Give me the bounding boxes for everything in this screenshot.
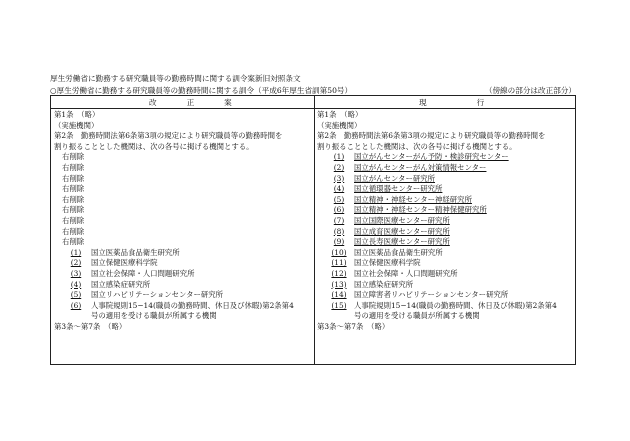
item-number: (4) [333, 184, 345, 194]
list-item [317, 237, 574, 248]
item-number: (15) [331, 300, 347, 310]
list-item [317, 290, 574, 301]
item-number: (12) [331, 268, 347, 278]
article-heading: （実施機関） [54, 120, 99, 130]
list-item [317, 280, 574, 291]
item-text: 国立精神・神経センター神経研究所 [354, 194, 472, 204]
list-item [54, 258, 312, 269]
item-text: 国立長寿医療センター研究所 [354, 237, 450, 247]
list-item [317, 195, 574, 206]
deleted-item: 右削除 [62, 205, 85, 215]
item-text: 人事院規則15−14(職員の勤務時間、休日及び休暇)第2条第4 [91, 300, 294, 310]
article-1: 第1条 （略） [54, 110, 100, 119]
current-column [317, 110, 574, 332]
item-number: (1) [333, 152, 345, 162]
list-item [54, 290, 312, 301]
item-text: 国立保健医療科学院 [91, 258, 158, 268]
list-item [317, 216, 574, 227]
list-item [317, 152, 574, 163]
item-text: 国立がんセンターがん対策情報センター [354, 162, 487, 172]
column-divider [314, 96, 315, 364]
item-text: 国立がんセンター研究所 [354, 173, 436, 183]
deleted-item: 右削除 [62, 226, 85, 236]
deleted-item: 右削除 [62, 162, 85, 172]
article-1: 第1条 （略） [317, 110, 363, 119]
item-text: 国立社会保障・人口問題研究所 [91, 268, 195, 278]
table-header [51, 96, 575, 109]
item-number: (6) [70, 300, 82, 310]
item-text: 国立国際医療センター研究所 [354, 215, 450, 225]
item-number: (10) [331, 247, 347, 257]
deleted-item: 右削除 [62, 194, 85, 204]
article-3-7: 第3条〜第7条 （略） [317, 321, 390, 331]
item-text: 人事院規則15−14(職員の勤務時間、休日及び休暇)第2条第4 [354, 300, 557, 310]
list-item [317, 248, 574, 259]
item-text: 国立保健医療科学院 [354, 258, 421, 268]
item-number: (8) [333, 226, 345, 236]
list-item [317, 258, 574, 269]
item-number: (2) [333, 162, 345, 172]
article-2-line1: 第2条 勤務時間法第6条第3項の規定により研究職員等の勤務時間を [317, 131, 546, 141]
item-number: (3) [333, 173, 345, 183]
item-number: (1) [70, 247, 82, 257]
deleted-item: 右削除 [62, 152, 85, 162]
item-number: (9) [333, 237, 345, 247]
list-item [317, 301, 574, 312]
article-3-7: 第3条〜第7条 （略） [54, 321, 127, 331]
item-text: 国立医薬品食品衛生研究所 [91, 247, 180, 257]
item-text: 国立社会保障・人口問題研究所 [354, 268, 458, 278]
deleted-item: 右削除 [62, 237, 85, 247]
deleted-item: 右削除 [62, 215, 85, 225]
item-text-continued: 号の適用を受ける職員が所属する機関 [354, 311, 480, 321]
item-number: (7) [333, 215, 345, 225]
list-item [54, 280, 312, 291]
item-number: (5) [333, 194, 345, 204]
document-title: 厚生労働省に勤務する研究職員等の勤務時間に関する訓令案新旧対照条文 [50, 74, 301, 83]
list-item [317, 163, 574, 174]
list-item [317, 269, 574, 280]
item-text: 国立医薬品食品衛生研究所 [354, 247, 443, 257]
list-item [317, 227, 574, 238]
item-text: 国立リハビリテーションセンター研究所 [91, 290, 224, 300]
comparison-table [50, 95, 576, 365]
item-text: 国立成育医療センター研究所 [354, 226, 450, 236]
underline-note: （傍線の部分は改正部分） [484, 86, 576, 95]
header-current: 現行 [419, 98, 535, 107]
deleted-item: 右削除 [62, 173, 85, 183]
item-number: (5) [70, 290, 82, 300]
item-text: 国立がんセンターがん予防・検診研究センター [354, 152, 509, 162]
proposed-column [54, 110, 312, 332]
item-text-continued: 号の適用を受ける職員が所属する機関 [91, 311, 217, 321]
item-number: (14) [331, 290, 347, 300]
ordinance-name: ○厚生労働省に勤務する研究職員等の勤務時間に関する訓令（平成6年厚生省訓第50号） [50, 86, 353, 95]
list-item [317, 205, 574, 216]
item-number: (13) [331, 279, 347, 289]
list-item [54, 269, 312, 280]
item-text: 国立感染症研究所 [354, 279, 414, 289]
item-number: (11) [331, 258, 347, 268]
item-number: (6) [333, 205, 345, 215]
item-number: (4) [70, 279, 82, 289]
list-item [317, 174, 574, 185]
article-heading: （実施機関） [317, 120, 362, 130]
item-text: 国立感染症研究所 [91, 279, 151, 289]
list-item [54, 301, 312, 312]
article-2-line2: 割り振ることとした機関は、次の各号に掲げる機関とする。 [317, 141, 517, 151]
item-text: 国立障害者リハビリテーションセンター研究所 [354, 290, 509, 300]
item-text: 国立循環器センター研究所 [354, 184, 443, 194]
list-item [54, 248, 312, 259]
article-2-line1: 第2条 勤務時間法第6条第3項の規定により研究職員等の勤務時間を [54, 131, 283, 141]
header-proposed: 改正案 [149, 98, 262, 107]
article-2-line2: 割り振ることとした機関は、次の各号に掲げる機関とする。 [54, 141, 254, 151]
deleted-item: 右削除 [62, 184, 85, 194]
item-number: (2) [70, 258, 82, 268]
item-text: 国立精神・神経センター精神保健研究所 [354, 205, 487, 215]
list-item [317, 184, 574, 195]
item-number: (3) [70, 268, 82, 278]
